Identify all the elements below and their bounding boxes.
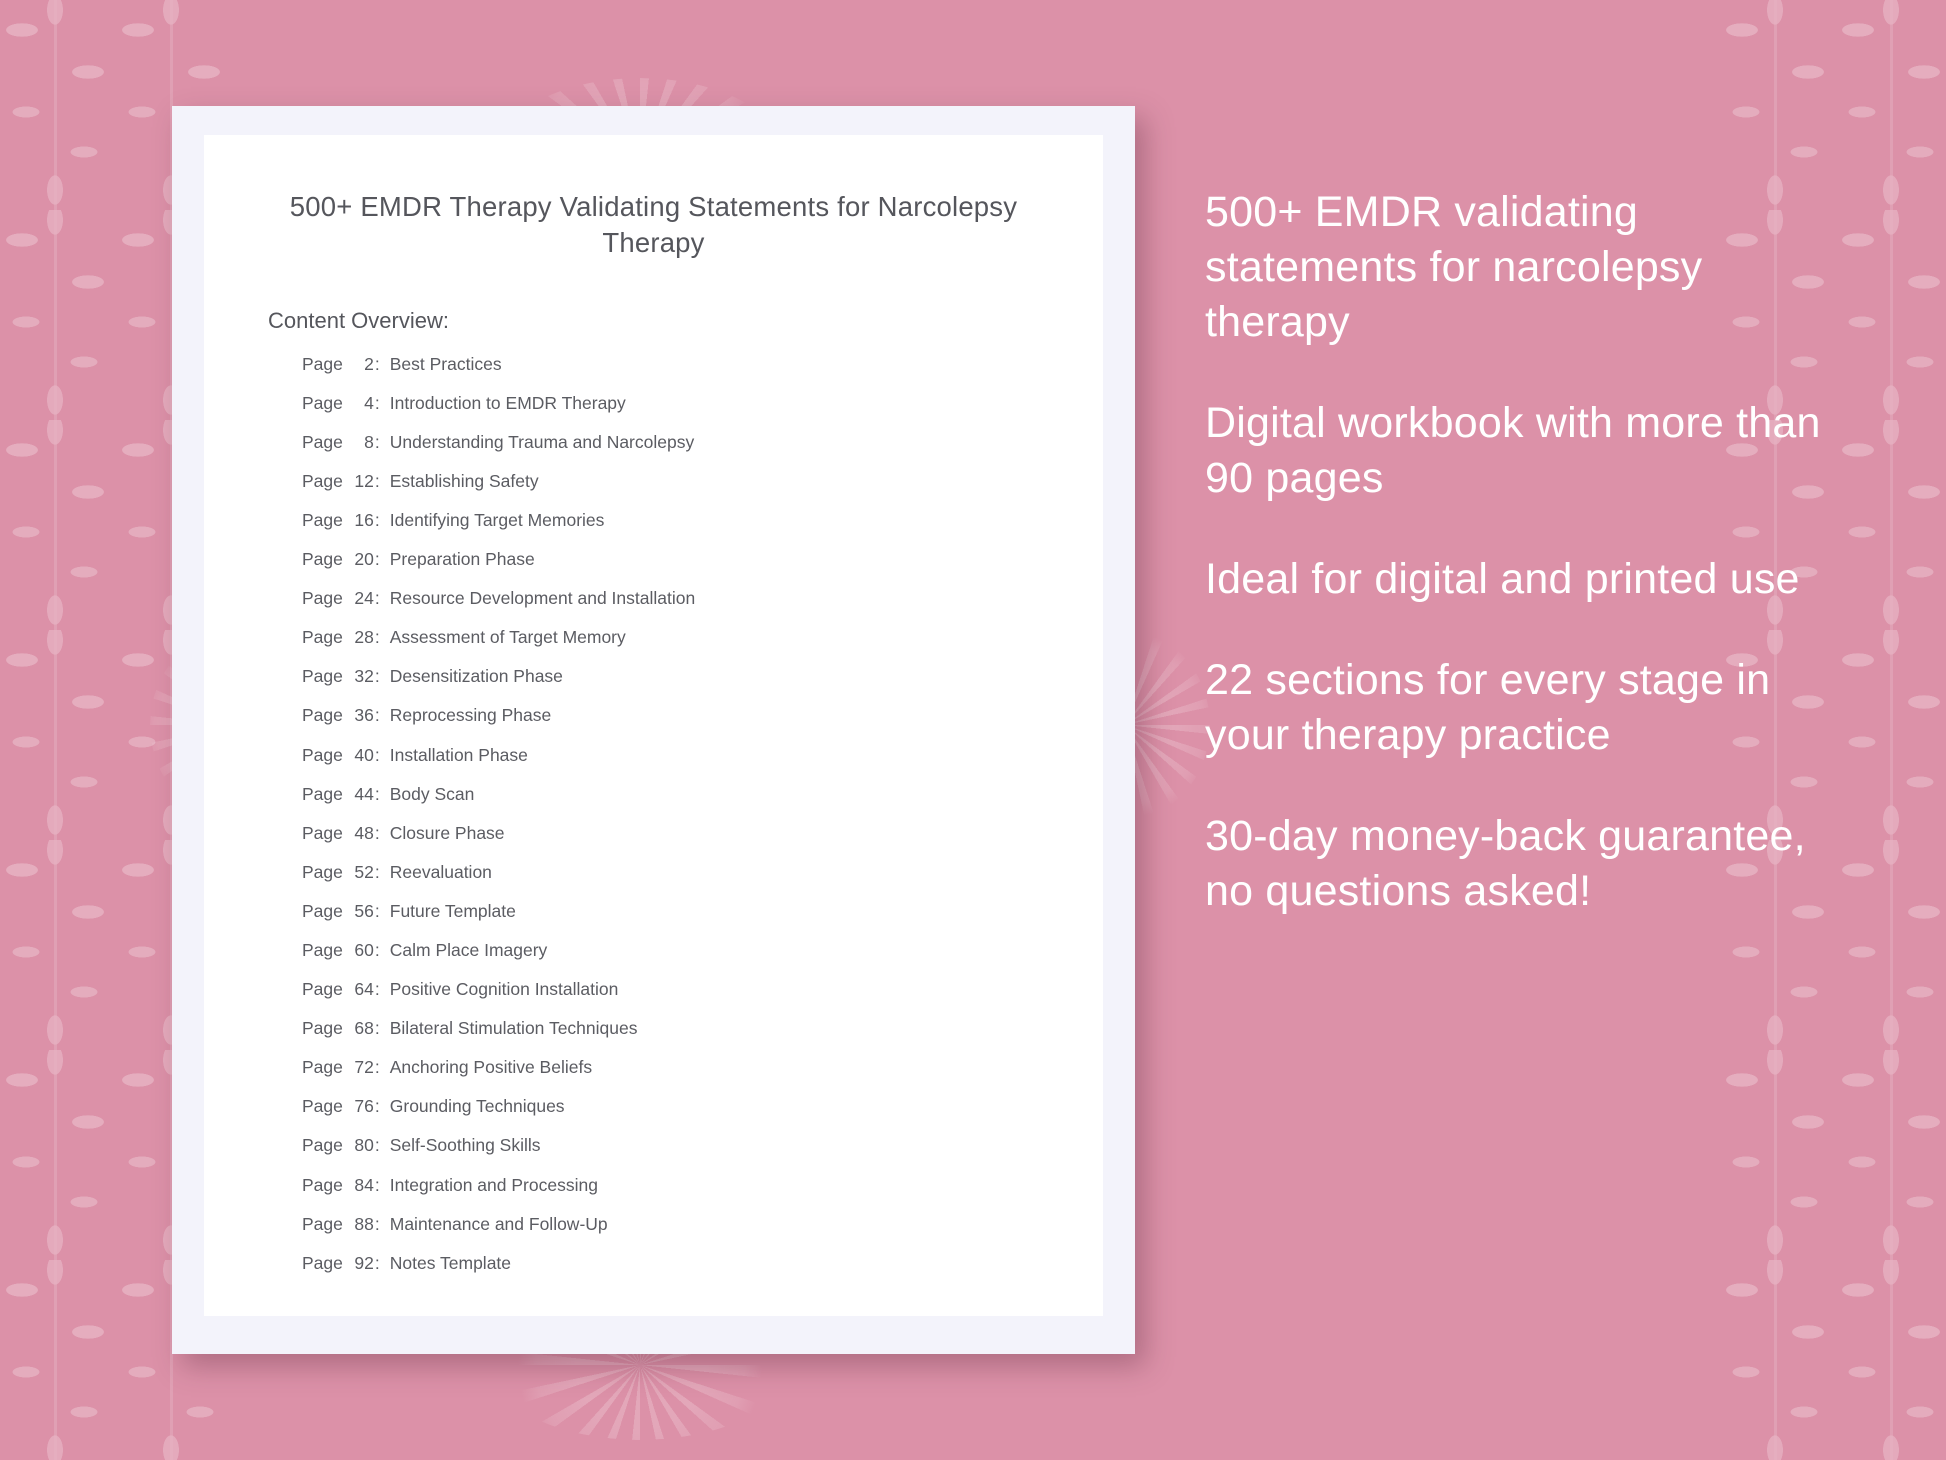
toc-colon: : [374,1135,380,1156]
toc-colon: : [374,666,380,687]
toc-page-word: Page [302,1174,343,1195]
toc-page-word: Page [302,783,343,804]
toc-entry[interactable] [302,551,1103,569]
toc-page-number: 16 [354,509,374,530]
toc-entry[interactable] [302,1213,1103,1234]
toc-colon: : [374,470,380,491]
toc-entry[interactable] [302,668,1103,686]
toc-colon: : [374,900,380,921]
toc-colon: : [374,783,380,804]
toc-colon: : [374,1057,380,1078]
toc-entry[interactable] [302,509,1103,530]
toc-colon: : [374,940,380,960]
toc-entry-label: Positive Cognition Installation [389,979,619,1000]
toc-page-word: Page [302,549,343,570]
toc-entry-label: Calm Place Imagery [389,940,548,960]
page-title: 500+ EMDR Therapy Validating Statements for Narcolepsy Therapy [289,191,1018,259]
toc-colon: : [374,353,380,374]
toc-page-number: 84 [354,1174,374,1195]
toc-colon: : [374,392,380,413]
toc-colon: : [374,822,380,843]
toc-entry-label: Bilateral Stimulation Techniques [389,1018,638,1039]
toc-entry[interactable] [302,470,1103,491]
toc-entry[interactable] [302,629,1103,647]
toc-page-number: 52 [354,861,374,882]
toc-entry-label: Closure Phase [389,822,505,843]
toc-colon: : [374,1174,380,1195]
content-overview-heading: Content Overview: [268,307,449,333]
floral-border-icon [1836,0,1946,1460]
toc-entry-label: Introduction to EMDR Therapy [389,392,626,413]
toc-page-word: Page [302,1135,343,1156]
toc-entry-label: Grounding Techniques [389,1096,565,1117]
toc-colon: : [374,509,380,530]
toc-page-number: 88 [354,1213,374,1234]
toc-entry[interactable] [302,1098,1103,1116]
toc-entry-label: Understanding Trauma and Narcolepsy [389,431,695,452]
floral-border-icon [0,0,110,1460]
toc-page-number: 4 [364,392,374,413]
toc-entry-label: Integration and Processing [389,1174,598,1195]
toc-entry-label: Notes Template [389,1252,512,1273]
table-of-contents [204,334,1103,1273]
toc-page-number: 68 [354,1018,374,1039]
toc-page-word: Page [302,1096,343,1117]
toc-colon: : [374,1018,380,1039]
toc-colon: : [374,549,380,570]
toc-entry-label: Identifying Target Memories [389,509,605,530]
toc-page-word: Page [302,979,343,1000]
toc-page-word: Page [302,1018,343,1039]
toc-entry[interactable] [302,822,1103,843]
toc-entry[interactable] [302,1137,1103,1155]
toc-entry[interactable] [302,900,1103,921]
toc-page-number: 40 [354,744,374,765]
toc-page-word: Page [302,744,343,765]
toc-colon: : [374,705,380,726]
toc-entry[interactable] [302,942,1103,960]
toc-page-number: 64 [354,979,374,1000]
toc-entry-label: Maintenance and Follow-Up [389,1213,608,1234]
toc-entry-label: Future Template [389,900,516,921]
toc-page-number: 12 [354,470,374,491]
document-card [172,106,1135,1354]
toc-colon: : [374,861,380,882]
toc-entry-label: Reevaluation [389,861,492,882]
toc-page-word: Page [302,353,343,374]
toc-entry[interactable] [302,1174,1103,1195]
toc-page-word: Page [302,861,343,882]
toc-page-word: Page [302,822,343,843]
toc-colon: : [374,744,380,765]
toc-entry[interactable] [302,1059,1103,1077]
toc-page-number: 80 [354,1135,374,1156]
toc-entry-label: Establishing Safety [389,470,539,491]
toc-page-number: 76 [354,1096,374,1117]
toc-page-word: Page [302,588,343,609]
toc-entry[interactable] [302,1252,1103,1273]
toc-page-number: 56 [354,900,374,921]
marketing-line: Digital workbook with more than 90 pages [1205,399,1821,503]
toc-entry-label: Self-Soothing Skills [389,1135,541,1156]
toc-page-number: 72 [354,1057,374,1078]
toc-page-number: 20 [354,549,374,570]
toc-page-word: Page [302,1057,343,1078]
toc-colon: : [374,1213,380,1234]
toc-page-word: Page [302,509,343,530]
marketing-line: 30-day money-back guarantee, no questions asked! [1205,812,1806,916]
toc-page-number: 8 [364,431,374,452]
toc-colon: : [374,588,380,609]
toc-page-number: 60 [354,940,374,960]
toc-entry[interactable] [302,353,1103,374]
toc-entry[interactable] [302,861,1103,882]
toc-page-word: Page [302,627,343,648]
toc-entry-label: Reprocessing Phase [389,705,552,726]
toc-page-number: 48 [354,822,374,843]
toc-entry[interactable] [302,744,1103,765]
toc-page-number: 32 [354,666,374,687]
toc-entry[interactable] [302,707,1103,725]
toc-entry[interactable] [302,1020,1103,1038]
toc-colon: : [374,1096,380,1117]
toc-page-word: Page [302,940,343,960]
marketing-copy [1205,185,1825,919]
toc-page-word: Page [302,666,343,687]
toc-entry[interactable] [302,783,1103,804]
toc-entry[interactable] [302,431,1103,452]
toc-page-word: Page [302,431,343,452]
toc-entry-label: Preparation Phase [389,549,535,570]
marketing-line: Ideal for digital and printed use [1205,555,1800,604]
toc-page-word: Page [302,392,343,413]
marketing-line: 500+ EMDR validating statements for narcolepsy therapy [1205,188,1703,347]
toc-colon: : [374,979,380,1000]
toc-colon: : [374,627,380,648]
toc-page-word: Page [302,470,343,491]
toc-page-number: 92 [354,1252,374,1273]
toc-page-number: 2 [364,353,374,374]
toc-entry[interactable] [302,590,1103,608]
toc-page-number: 44 [354,783,374,804]
toc-entry[interactable] [302,392,1103,413]
toc-entry-label: Assessment of Target Memory [389,627,626,648]
toc-entry-label: Desensitization Phase [389,666,563,687]
toc-page-word: Page [302,1252,343,1273]
toc-page-word: Page [302,1213,343,1234]
toc-page-word: Page [302,900,343,921]
toc-entry-label: Anchoring Positive Beliefs [389,1057,593,1078]
toc-entry-label: Installation Phase [389,744,528,765]
marketing-line: 22 sections for every stage in your therapy practice [1205,656,1771,760]
toc-colon: : [374,1252,380,1273]
toc-entry-label: Best Practices [389,353,502,374]
toc-page-number: 28 [354,627,374,648]
toc-page-number: 24 [354,588,374,609]
toc-page-word: Page [302,705,343,726]
toc-entry[interactable] [302,981,1103,999]
document-page [204,135,1103,1316]
toc-entry-label: Body Scan [389,783,475,804]
toc-page-number: 36 [354,705,374,726]
toc-entry-label: Resource Development and Installation [389,588,696,609]
toc-colon: : [374,431,380,452]
